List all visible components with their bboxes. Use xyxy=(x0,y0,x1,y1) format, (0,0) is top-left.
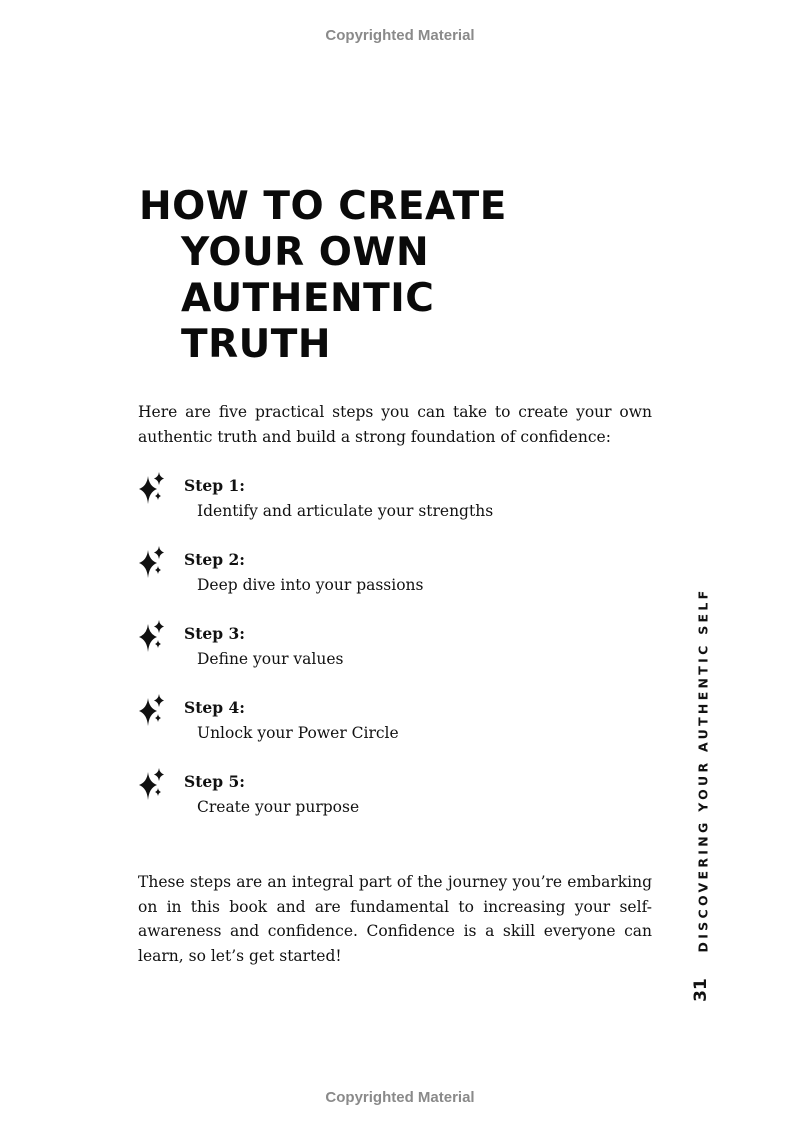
step-label: Step 1: xyxy=(184,476,245,495)
step-label: Step 3: xyxy=(184,624,245,643)
title-line-4: TRUTH xyxy=(181,322,332,367)
step-item-5 xyxy=(137,766,617,840)
running-head: DISCOVERING YOUR AUTHENTIC SELF xyxy=(695,587,711,953)
step-item-2 xyxy=(137,544,617,618)
steps-list xyxy=(137,470,617,840)
step-text: Create your purpose xyxy=(197,798,360,816)
title-line-3: AUTHENTIC xyxy=(181,276,435,321)
sparkle-icon xyxy=(137,694,167,728)
step-item-1 xyxy=(137,470,617,544)
step-item-3 xyxy=(137,618,617,692)
watermark-top: Copyrighted Material xyxy=(325,27,475,44)
step-label: Step 2: xyxy=(184,550,245,569)
sparkle-icon xyxy=(137,620,167,654)
step-text: Identify and articulate your strengths xyxy=(197,502,494,520)
step-label: Step 5: xyxy=(184,772,245,791)
sparkle-icon xyxy=(137,546,167,580)
page-title xyxy=(139,184,507,368)
step-item-4 xyxy=(137,692,617,766)
step-text: Define your values xyxy=(197,650,344,668)
watermark-bottom: Copyrighted Material xyxy=(325,1089,475,1106)
step-label: Step 4: xyxy=(184,698,245,717)
closing-paragraph: These steps are an integral part of the journey you’re embarking on in this book and are fundamental to increasing your self-awareness and confidence. Confidence is a skill everyone can learn, so let’s get started! xyxy=(138,873,652,965)
step-text: Unlock your Power Circle xyxy=(197,724,399,742)
page-number: 31 xyxy=(691,978,711,1002)
intro-paragraph: Here are five practical steps you can take to create your own authentic truth and build a strong foundation of confidence: xyxy=(138,403,652,446)
sparkle-icon xyxy=(137,768,167,802)
title-line-2: YOUR OWN xyxy=(181,230,430,275)
step-text: Deep dive into your passions xyxy=(197,576,424,594)
sparkle-icon xyxy=(137,472,167,506)
title-line-1: HOW TO CREATE xyxy=(139,184,507,229)
